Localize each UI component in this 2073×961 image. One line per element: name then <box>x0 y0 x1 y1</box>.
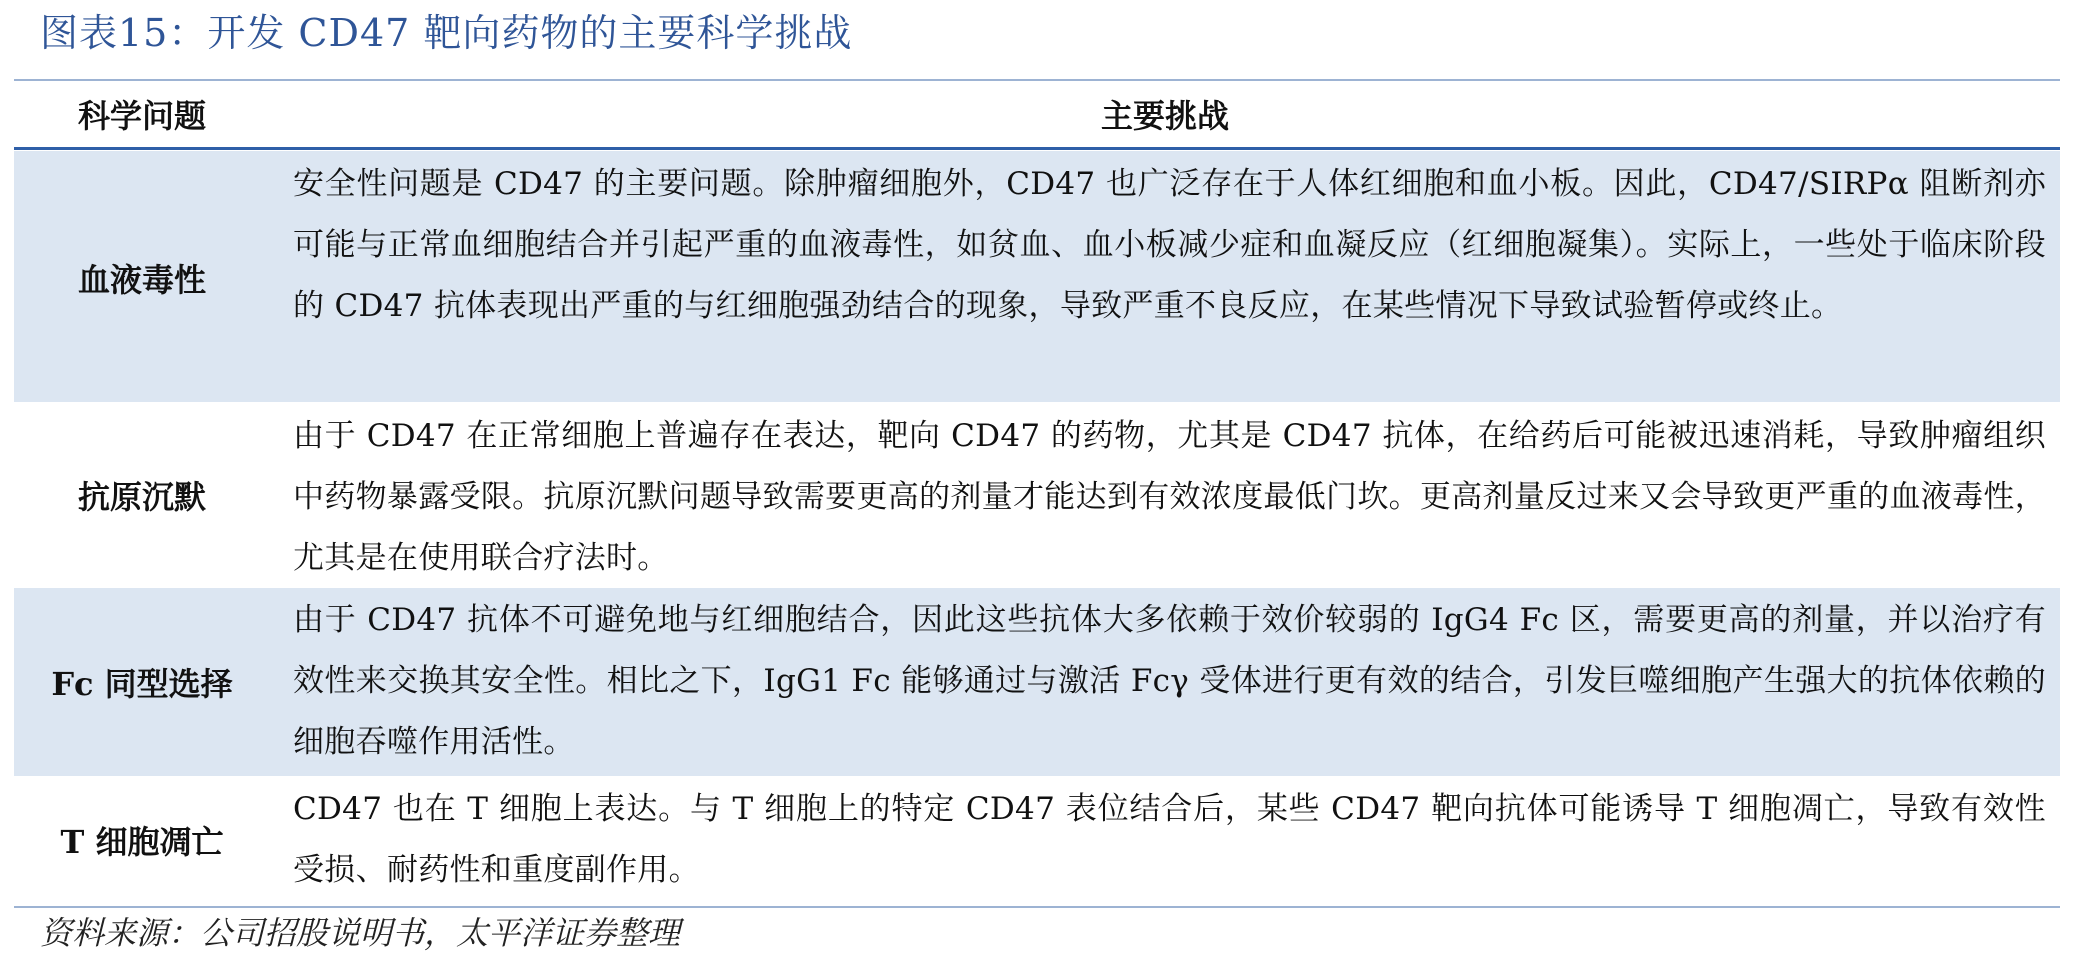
row-challenge: 由于 CD47 抗体不可避免地与红细胞结合，因此这些抗体大多依赖于效价较弱的 IgG4 Fc 区，需要更高的剂量，并以治疗有效性来交换其安全性。相比之下，IgG1 Fc 能够通过与激活 Fcγ 受体进行更有效的结合，引发巨噬细胞产生强大的抗体依赖的细胞吞噬作用活性。 <box>293 602 2046 760</box>
row-issue: 抗原沉默 <box>77 478 206 516</box>
row-challenge: 安全性问题是 CD47 的主要问题。除肿瘤细胞外，CD47 也广泛存在于人体红细胞和血小板。因此，CD47/SIRPα 阻断剂亦可能与正常血细胞结合并引起严重的血液毒性，如贫血、血小板减少症和血凝反应（红细胞凝集）。实际上，一些处于临床阶段的 CD47 抗体表现出严重的与红细胞强劲结合的现象，导致严重不良反应，在某些情况下导致试验暂停或终止。 <box>293 166 2046 324</box>
table-row <box>14 776 2060 904</box>
row-challenge: 由于 CD47 在正常细胞上普遍存在表达，靶向 CD47 的药物，尤其是 CD47 抗体，在给药后可能被迅速消耗，导致肿瘤组织中药物暴露受限。抗原沉默问题导致需要更高的剂量才能达到有效浓度最低门坎。更高剂量反过来又会导致更严重的血液毒性，尤其是在使用联合疗法时。 <box>293 418 2046 576</box>
table-bottom-rule <box>14 906 2060 908</box>
header-challenge: 主要挑战 <box>1100 97 1229 135</box>
row-issue: T 细胞凋亡 <box>60 823 224 861</box>
source-note: 资料来源：公司招股说明书，太平洋证券整理 <box>40 914 681 952</box>
table-header-rule <box>14 147 2060 150</box>
table-header <box>14 81 2060 147</box>
table-row <box>14 588 2060 776</box>
row-issue: Fc 同型选择 <box>51 665 233 703</box>
header-issue: 科学问题 <box>77 97 206 135</box>
table-row <box>14 402 2060 588</box>
table-row <box>14 151 2060 402</box>
row-issue: 血液毒性 <box>77 260 206 299</box>
row-challenge: CD47 也在 T 细胞上表达。与 T 细胞上的特定 CD47 表位结合后，某些 CD47 靶向抗体可能诱导 T 细胞凋亡，导致有效性受损、耐药性和重度副作用。 <box>293 791 2046 888</box>
figure-title: 图表15：开发 CD47 靶向药物的主要科学挑战 <box>40 11 853 55</box>
table-body <box>14 151 2060 904</box>
